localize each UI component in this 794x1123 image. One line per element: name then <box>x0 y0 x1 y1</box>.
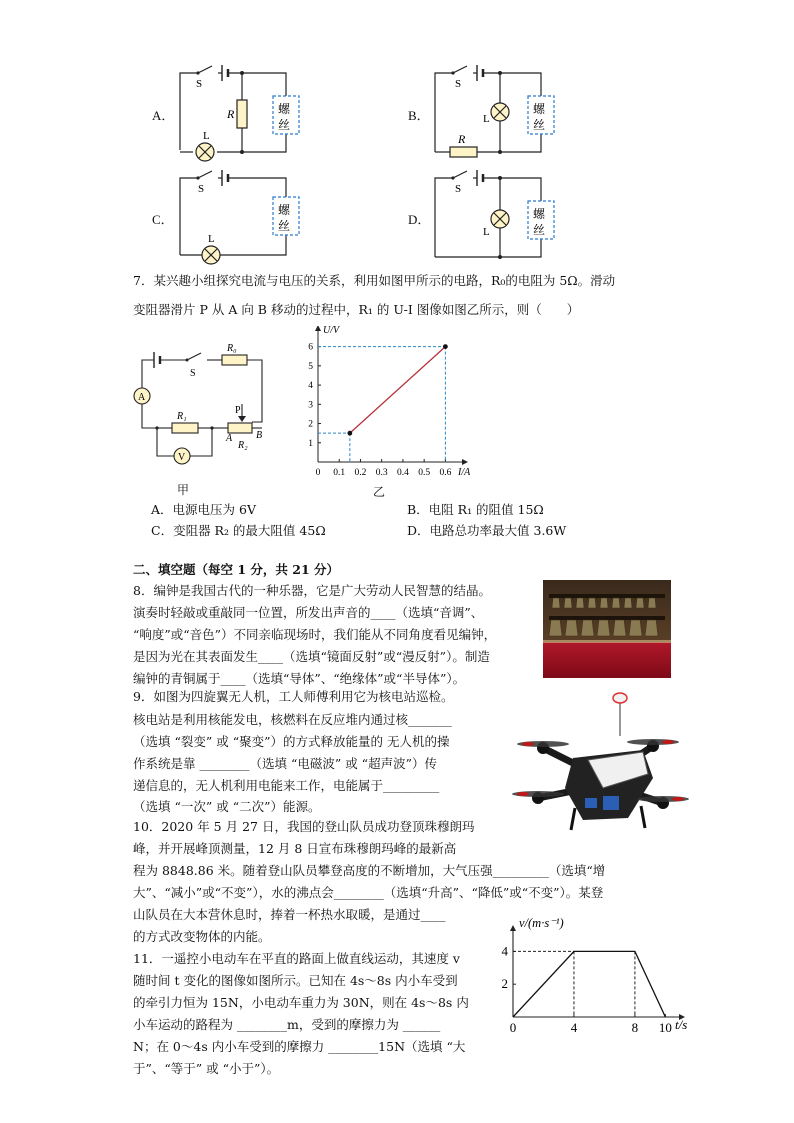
q7-p-label: P <box>235 405 241 416</box>
q7-option-b: B．电阻 R₁ 的阻值 15Ω <box>407 502 544 517</box>
y-tick-label: 4 <box>308 381 313 392</box>
q6-option-b-label: B． <box>408 108 430 123</box>
q8-line3: “响度”或“音色”）不同亲临现场时，我们能从不同角度看见编钟， <box>133 627 497 642</box>
q7-voltmeter-label: V <box>178 452 186 463</box>
y-tick-label: 5 <box>308 361 313 372</box>
q9-line6: （选填 “一次” 或 “二次”）能源。 <box>133 799 321 814</box>
q10-line5: 山队员在大本营休息时，捧着一杯热水取暖，是通过____ <box>133 907 446 922</box>
q7-option-c: C．变阻器 R₂ 的最大阻值 45Ω <box>151 523 326 538</box>
q6a-lamp-label: L <box>203 130 210 142</box>
x-axis-arrow <box>462 459 468 465</box>
q9-line1: 9．如图为四旋翼无人机，工人师傅利用它为核电站巡检。 <box>133 689 454 704</box>
q9-line5: 递信息的，无人机利用电能来工作，电能属于_________ <box>133 778 440 793</box>
y-tick-label: 6 <box>308 342 313 353</box>
q7-ammeter-icon <box>134 388 150 404</box>
q10-line6: 的方式改变物体的内能。 <box>133 929 271 944</box>
q8-line4: 是因为光在其表面发生____（选填“镜面反射”或“漫反射”）。制造 <box>133 649 490 664</box>
q11-line1: 11．一遥控小电动车在平直的路面上做直线运动，其速度 v <box>133 951 460 966</box>
q7-stem-line1: 7．某兴趣小组探究电流与电压的关系，利用如图甲所示的电路，R₀的电阻为 5Ω。滑动 <box>133 273 616 288</box>
drone-photo <box>503 688 693 838</box>
q6-circuit-b <box>425 60 605 165</box>
y-tick-label: 1 <box>308 438 313 449</box>
q7-voltmeter-icon <box>174 448 190 464</box>
x-axis-label: I/A <box>458 467 470 478</box>
q7-switch-label: S <box>190 368 196 379</box>
q6c-screw-top: 螺 <box>278 203 291 217</box>
q6a-screw-bottom: 丝 <box>278 118 291 132</box>
x-tick-label: 10 <box>658 1020 672 1035</box>
q6b-resistor-label: R <box>458 132 466 146</box>
q6c-screw-bottom: 丝 <box>278 219 291 233</box>
q10-line2: 峰，并开展峰顶测量，12 月 8 日宣布珠穆朗玛峰的最新高 <box>133 841 457 856</box>
q7-figure-yi-caption: 乙 <box>373 485 386 499</box>
x-tick-label: 4 <box>570 1020 578 1035</box>
x-tick-label: 0.2 <box>354 468 367 478</box>
q8-line5: 编钟的青铜属于____（选填“导体”、“绝缘体”或“半导体”）。 <box>133 671 466 686</box>
q6b-switch-label: S <box>455 78 462 90</box>
q7-ammeter-label: A <box>138 392 146 403</box>
q6-circuit-a <box>170 60 350 165</box>
q6c-switch-label: S <box>198 183 205 195</box>
y-tick-label: 3 <box>308 400 313 411</box>
q8-line1: 8．编钟是我国古代的一种乐器，它是广大劳动人民智慧的结晶。 <box>133 583 491 598</box>
q7-r2-resistor-icon <box>228 423 252 433</box>
q11-line3: 的牵引力恒为 15N，小电动车重力为 30N，则在 4s～8s 内 <box>133 995 469 1010</box>
q7-b-label: B <box>256 430 263 441</box>
y-axis-arrow <box>510 925 516 931</box>
x-axis-label: t/s <box>675 1017 688 1032</box>
q7-circuit-jia <box>132 338 277 473</box>
q7-r2-label: R₂ <box>238 440 248 451</box>
q6a-resistor-label: R <box>227 107 235 121</box>
q6c-lamp-label: L <box>208 233 215 245</box>
q11-line5: N；在 0～4s 内小车受到的摩擦力 ________15N（选填 “大 <box>133 1039 466 1054</box>
q11-line4: 小车运动的路程为 ________m，受到的摩擦力为 ______ <box>133 1017 441 1032</box>
section2-heading: 二、填空题（每空 1 分，共 21 分） <box>133 562 340 577</box>
x-tick-label: 0.4 <box>396 468 409 478</box>
q11-vt-chart <box>497 915 697 1037</box>
q9-line4: 作系统是靠 ________（选填 “电磁波” 或 “超声波”）传 <box>133 756 437 771</box>
x-tick-label: 0.5 <box>418 468 431 478</box>
q6b-lamp-label: L <box>483 113 490 125</box>
y-axis-arrow <box>315 326 321 331</box>
q6d-lamp-icon <box>491 210 509 228</box>
q8-line2: 演奏时轻敲或重敲同一位置，所发出声音的____（选填“音调”、 <box>133 605 484 620</box>
x-tick-label: 0.1 <box>333 468 346 478</box>
x-tick-label: 0.3 <box>375 468 388 478</box>
q7-figure-jia-caption: 甲 <box>177 483 190 497</box>
q7-stem-line2: 变阻器滑片 P 从 A 向 B 移动的过程中，R₁ 的 U-I 图像如图乙所示，则（ ） <box>133 302 580 317</box>
q6-circuit-c <box>170 165 350 270</box>
series-line <box>513 951 665 1017</box>
q6-option-a-label: A． <box>152 108 175 123</box>
q6b-lamp-icon <box>491 103 509 121</box>
q10-line4: 大”、“减小”或“不变”），水的沸点会________（选填“升高”、“降低”或“不变”）。某登 <box>133 885 604 900</box>
q6b-screw-bottom: 丝 <box>533 118 546 132</box>
series-line <box>350 347 446 434</box>
q7-option-a: A．电源电压为 6V <box>151 502 256 517</box>
q6c-lamp-icon <box>202 246 220 264</box>
x-tick-label: 0.6 <box>439 468 452 478</box>
q7-r0-label: R₀ <box>227 343 237 354</box>
q6b-resistor-icon <box>450 147 477 157</box>
x-tick-label: 8 <box>631 1020 639 1035</box>
y-tick-label: 2 <box>308 419 313 430</box>
q10-line1: 10．2020 年 5 月 27 日，我国的登山队员成功登顶珠穆朗玛 <box>133 819 475 834</box>
bianzhong-photo <box>543 580 671 678</box>
x-tick-label: 0 <box>509 1020 517 1035</box>
y-tick-label: 2 <box>501 976 508 992</box>
q7-r1-resistor-icon <box>172 423 198 433</box>
q10-line3: 程为 8848.86 米。随着登山队员攀登高度的不断增加，大气压强_________（选填“增 <box>133 863 606 878</box>
q6a-resistor-icon <box>237 100 247 128</box>
q7-r0-resistor-icon <box>222 355 247 365</box>
q6a-switch-label: S <box>196 78 203 90</box>
q6d-lamp-label: L <box>483 226 490 238</box>
q6b-screw-top: 螺 <box>533 102 546 116</box>
q6a-lamp-icon <box>196 143 214 161</box>
data-point <box>443 344 448 349</box>
y-tick-label: 4 <box>501 943 508 959</box>
y-axis-label: U/V <box>323 326 340 336</box>
q6d-switch-label: S <box>455 183 462 195</box>
q7-a-label: A <box>226 433 233 444</box>
q11-line2: 随时间 t 变化的图像如图所示。已知在 4s～8s 内小车受到 <box>133 973 458 988</box>
q6-option-d-label: D． <box>408 212 431 227</box>
q7-r1-label: R₁ <box>177 411 187 422</box>
q7-ui-chart <box>300 326 470 486</box>
q6d-screw-top: 螺 <box>533 207 546 221</box>
q6a-screw-top: 螺 <box>278 102 291 116</box>
data-point <box>347 431 352 436</box>
q11-line6: 于”、“等于” 或 “小于”）。 <box>133 1061 280 1076</box>
q6-option-c-label: C． <box>152 212 174 227</box>
y-axis-label: v/(m·s⁻¹) <box>519 916 564 930</box>
q9-line3: （选填 “裂变” 或 “聚变”）的方式释放能量的 无人机的操 <box>133 734 450 749</box>
q9-line2: 核电站是利用核能发电，核燃料在反应堆内通过核_______ <box>133 712 452 727</box>
x-tick-label: 0 <box>315 468 321 478</box>
q6-circuit-d <box>425 165 605 270</box>
q7-option-d: D．电路总功率最大值 3.6W <box>407 523 567 538</box>
q6d-screw-bottom: 丝 <box>533 223 546 237</box>
